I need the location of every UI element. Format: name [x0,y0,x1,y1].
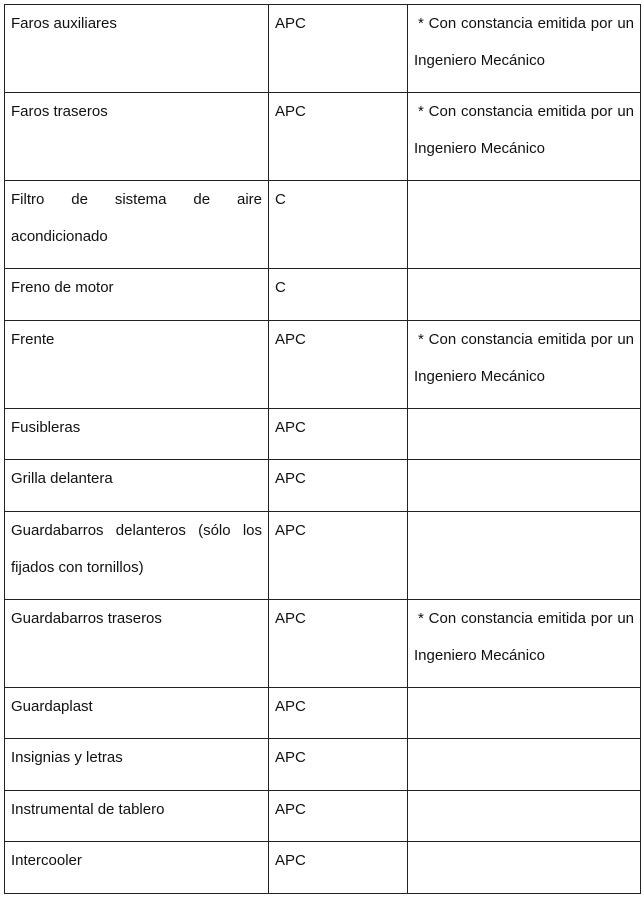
item-cell: Frente [5,320,269,408]
note-cell [408,599,641,687]
code-cell: APC [269,790,408,842]
table-row [5,790,641,842]
code-cell: C [269,269,408,321]
table-row [5,5,641,93]
note-text: * Con constancia emitida por un Ingeniero Mecánico [414,103,634,157]
table-row [5,842,641,894]
item-cell: Faros auxiliares [5,5,269,93]
code-cell: APC [269,5,408,93]
table-row [5,460,641,512]
note-cell [408,93,641,181]
table-row [5,181,641,269]
note-cell [408,269,641,321]
table-row [5,739,641,791]
item-cell: Guardabarros traseros [5,599,269,687]
note-cell [408,460,641,512]
item-cell: Guardabarros delanteros (sólo los fijados con tornillos) [5,511,269,599]
note-text: * Con constancia emitida por un Ingeniero Mecánico [414,609,634,664]
code-cell: C [269,181,408,269]
code-cell: APC [269,687,408,739]
item-cell: Faros traseros [5,93,269,181]
item-cell: Freno de motor [5,269,269,321]
code-cell: APC [269,460,408,512]
code-cell: APC [269,93,408,181]
note-text: * Con constancia emitida por un Ingeniero Mecánico [414,15,634,69]
parts-table [4,4,641,894]
item-cell: Fusibleras [5,408,269,460]
table-row [5,408,641,460]
note-cell [408,408,641,460]
table-row [5,511,641,599]
table-row [5,93,641,181]
item-cell: Filtro de sistema de aire acondicionado [5,181,269,269]
note-cell [408,687,641,739]
item-cell: Intercooler [5,842,269,894]
item-cell: Grilla delantera [5,460,269,512]
note-cell [408,181,641,269]
code-cell: APC [269,320,408,408]
item-cell: Insignias y letras [5,739,269,791]
code-cell: APC [269,842,408,894]
note-cell [408,739,641,791]
note-cell [408,5,641,93]
table-row [5,599,641,687]
note-cell [408,790,641,842]
table-row [5,687,641,739]
code-cell: APC [269,408,408,460]
table-row [5,269,641,321]
note-cell [408,842,641,894]
code-cell: APC [269,739,408,791]
code-cell: APC [269,511,408,599]
note-cell [408,511,641,599]
item-cell: Guardaplast [5,687,269,739]
parts-table-body [5,5,641,894]
item-cell: Instrumental de tablero [5,790,269,842]
note-text: * Con constancia emitida por un Ingeniero Mecánico [414,330,634,385]
table-row [5,320,641,408]
code-cell: APC [269,599,408,687]
note-cell [408,320,641,408]
